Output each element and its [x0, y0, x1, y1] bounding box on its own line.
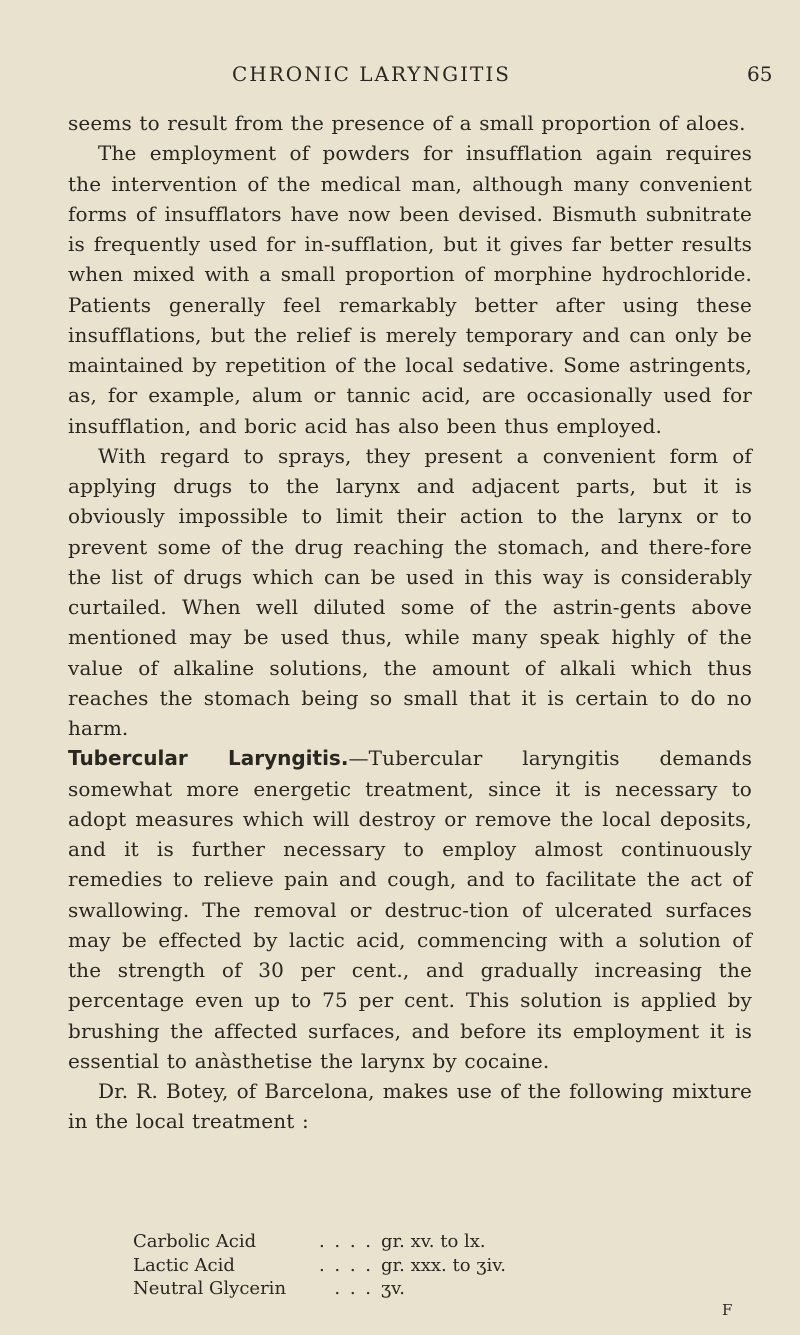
body-text: [68, 108, 752, 1137]
signature-mark: F: [722, 1301, 733, 1319]
paragraph-botey: Dr. R. Botey, of Barcelona, makes use of the following mixture in the local treatment :: [68, 1079, 752, 1134]
ingredient-name: Neutral Glycerin: [133, 1278, 287, 1299]
ingredient-name: Lactic Acid: [133, 1254, 235, 1276]
ingredient-dose: gr. xv. to lx.: [381, 1231, 486, 1252]
page-header: [0, 62, 800, 90]
subsection-heading: Tubercular Laryngitis.: [68, 746, 349, 771]
subsection-text: —Tubercular laryngitis demands somewhat more energetic treatment, since it is necessary to adopt measures which will destroy or remove the local deposits, and it is further necessary to employ almost continuously remedies to relieve pain and cough, and to facilitate the act of swallowing. The removal or destruc-tion of ulcerated surfaces may be effected by lactic acid, commencing with a solution of the strength of 30 per cent., and gradually increasing the percentage even up to 75 per cent. This solution is applied by brushing the affected surfaces, and before its employment it is essential to anàsthetise the larynx by cocaine.: [68, 746, 752, 1073]
leader-dots: . . . .: [318, 1231, 373, 1252]
ingredient-dose: gr. xxx. to ʒiv.: [381, 1254, 506, 1276]
running-title: CHRONIC LARYNGITIS: [232, 62, 511, 86]
prescription-row: [133, 1230, 506, 1254]
paragraph-insufflation: The employment of powders for insufflation again requires the intervention of the medical man, although many convenient forms of insufflators have now been devised. Bismuth subnitrate is frequently used for in-sufflation, but it gives far better results when mixed with a small proportion of morphine hydrochloride. Patients generally feel remarkably better after using these insufflations, but the relief is merely temporary and can only be maintained by repetition of the local sedative. Some astringents, as, for example, alum or tannic acid, are occasionally used for insufflation, and boric acid has also been thus employed.: [68, 141, 752, 438]
paragraph-sprays: With regard to sprays, they present a convenient form of applying drugs to the larynx and adjacent parts, but it is obviously impossible to limit their action to the larynx or to prevent some of the drug reaching the stomach, and there-fore the list of drugs which can be used in this way is considerably curtailed. When well diluted some of the astrin-gents above mentioned may be used thus, while many speak highly of the value of alkaline solutions, the amount of alkali which thus reaches the stomach being so small that it is certain to do no harm.: [68, 443, 752, 740]
paragraph-continued: seems to result from the presence of a small proportion of aloes.: [68, 111, 746, 135]
page-number: 65: [747, 62, 773, 86]
prescription-row: [133, 1277, 506, 1301]
ingredient-name: Carbolic Acid: [133, 1231, 257, 1252]
prescription-row: [133, 1254, 506, 1278]
ingredient-dose: ʒv.: [381, 1278, 405, 1299]
prescription-list: [133, 1230, 506, 1301]
paragraph-tubercular-laryngitis: [68, 743, 752, 1076]
leader-dots: . . .: [334, 1278, 373, 1299]
leader-dots: . . . .: [318, 1254, 373, 1276]
